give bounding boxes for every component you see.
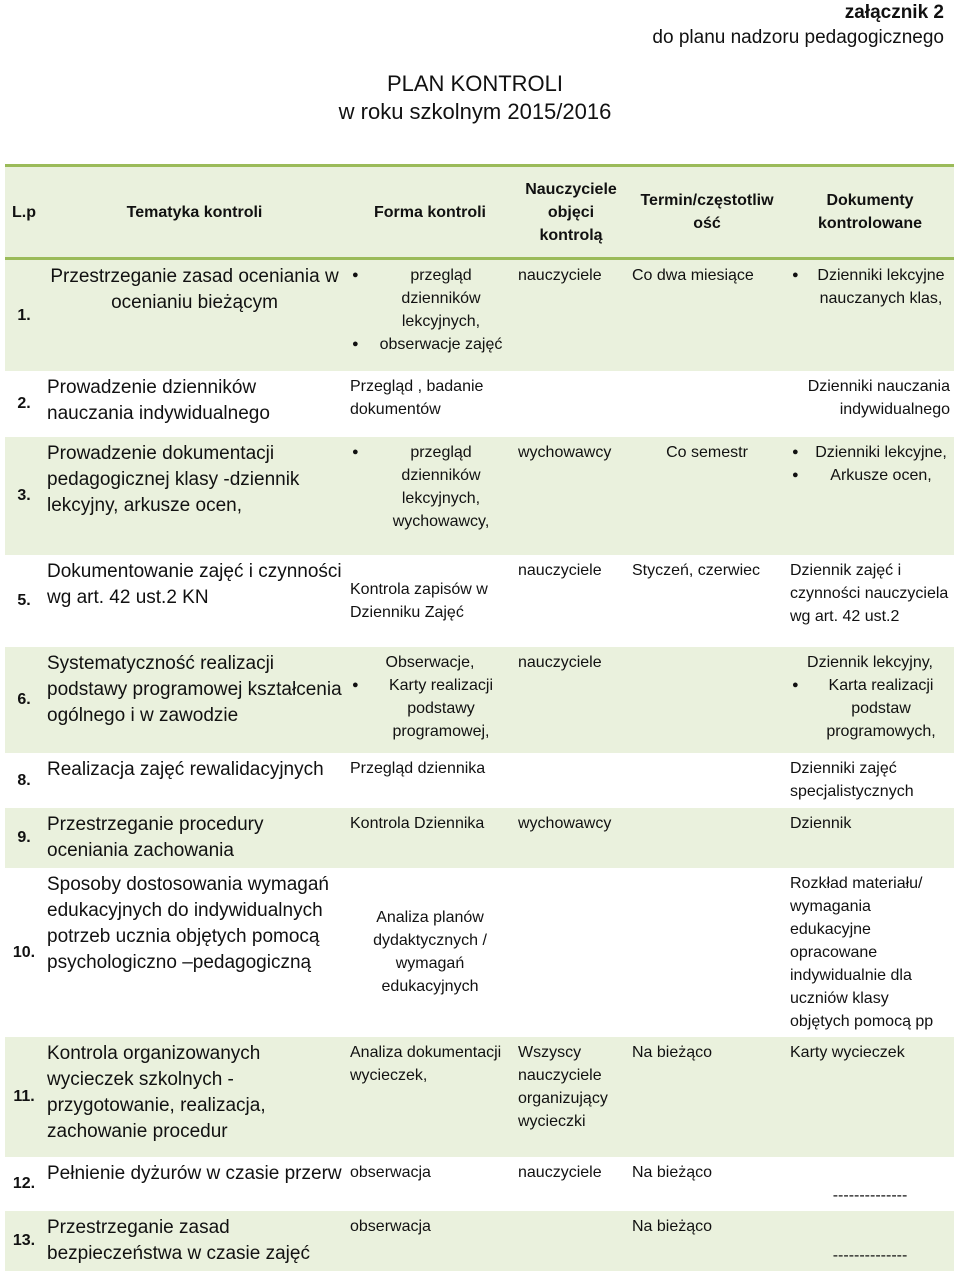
cell-docs (786, 437, 954, 555)
docs-item: ● Dzienniki lekcyjne, (790, 441, 950, 464)
cell-docs: Dzienniki zajęć specjalistycznych (790, 759, 914, 800)
cell-topic: Prowadzenie dzienników nauczania indywidualnego (47, 376, 270, 424)
docs-item: ● Arkusze ocen, (790, 464, 950, 487)
cell-lp: 11. (5, 1037, 43, 1157)
cell-teachers: Wszyscy nauczyciele organizujący wycieczki (514, 1037, 628, 1157)
table-row (5, 437, 954, 555)
cell-topic: Przestrzeganie zasad bezpieczeństwa w czasie zajęć (43, 1211, 346, 1271)
cell-topic: Przestrzeganie procedury oceniania zachowania (43, 808, 346, 868)
cell-docs (786, 647, 954, 753)
cell-term (628, 868, 786, 1037)
cell-form: Przegląd dziennika (350, 759, 486, 777)
cell-form: obserwacja (350, 1163, 431, 1181)
cell-teachers (514, 1211, 628, 1271)
form-item: ● przegląd dzienników lekcyjnych, wychowawcy, (350, 441, 510, 533)
table-row (5, 753, 954, 808)
cell-form: Kontrola Dziennika (346, 808, 514, 868)
cell-lp: 8. (17, 771, 31, 789)
header-term: Termin/częstotliw ość (628, 166, 786, 259)
cell-topic: Systematyczność realizacji podstawy programowej kształcenia ogólnego i w zawodzie (43, 647, 346, 753)
header-docs: Dokumenty kontrolowane (786, 166, 954, 259)
cell-teachers: nauczyciele (514, 647, 628, 753)
table-row (5, 1037, 954, 1157)
cell-lp: 2. (17, 395, 31, 412)
cell-term: Na bieżąco (628, 1037, 786, 1157)
cell-docs: Dziennik zajęć i czynności nauczyciela wg art. 42 ust.2 (790, 561, 949, 625)
table-row (5, 808, 954, 868)
form-item: ● Karty realizacji podstawy programowej, (350, 674, 510, 743)
header-teachers: Nauczyciele objęci kontrolą (514, 166, 628, 259)
docs-item: Dziennik lekcyjny, (807, 653, 933, 671)
cell-term (628, 808, 786, 868)
cell-lp: 9. (5, 808, 43, 868)
attachment-subtitle: do planu nadzoru pedagogicznego (652, 27, 944, 48)
cell-docs: Dziennik (786, 808, 954, 868)
header-form: Forma kontroli (346, 166, 514, 259)
cell-form: obserwacja (346, 1211, 514, 1271)
cell-teachers (514, 753, 628, 808)
cell-lp: 6. (5, 647, 43, 753)
cell-teachers: nauczyciele (514, 259, 628, 371)
cell-form (346, 647, 514, 753)
cell-term: Styczeń, czerwiec (632, 561, 761, 579)
table-row (5, 259, 954, 371)
title-line-1: PLAN KONTROLI (386, 71, 564, 96)
attachment-label: załącznik 2 (844, 2, 944, 23)
cell-teachers (514, 371, 628, 437)
table-row (5, 1211, 954, 1271)
cell-term: Co semestr (628, 437, 786, 555)
title-line-2: w roku szkolnym 2015/2016 (338, 99, 612, 124)
cell-teachers: wychowawcy (514, 808, 628, 868)
cell-topic: Sposoby dostosowania wymagań edukacyjnych do indywidualnych potrzeb ucznia objętych pomocą psychologiczno –pedagogiczną (47, 873, 330, 973)
cell-docs: -------------- (832, 1186, 908, 1204)
page-title (0, 70, 950, 126)
table-header-row (5, 166, 954, 259)
cell-teachers: wychowawcy (514, 437, 628, 555)
cell-term (628, 371, 786, 437)
cell-lp: 5. (17, 592, 31, 609)
table-row (5, 371, 954, 437)
cell-topic: Pełnienie dyżurów w czasie przerw (47, 1162, 342, 1184)
cell-lp: 1. (5, 259, 43, 371)
control-plan-table (5, 164, 954, 1271)
cell-topic: Dokumentowanie zajęć i czynności wg art. 42 ust.2 KN (47, 560, 342, 608)
cell-lp: 3. (5, 437, 43, 555)
cell-term (628, 647, 786, 753)
cell-term (628, 753, 786, 808)
cell-lp: 10. (12, 943, 36, 961)
cell-teachers (514, 868, 628, 1037)
cell-form: Przegląd , badanie dokumentów (350, 377, 484, 418)
cell-lp: 12. (12, 1175, 36, 1192)
table-row (5, 868, 954, 1037)
form-item: ● obserwacje zajęć (350, 333, 510, 356)
cell-topic: Realizacja zajęć rewalidacyjnych (47, 758, 324, 780)
cell-topic: Kontrola organizowanych wycieczek szkolnych - przygotowanie, realizacja, zachowanie procedur (43, 1037, 346, 1157)
cell-form: Kontrola zapisów w Dzienniku Zajęć (350, 580, 488, 621)
header-topic: Tematyka kontroli (43, 166, 346, 259)
cell-teachers: nauczyciele (518, 1163, 602, 1181)
form-item: ● przegląd dzienników lekcyjnych, (350, 264, 510, 333)
cell-term: Na bieżąco (632, 1163, 713, 1181)
table-row (5, 1157, 954, 1211)
cell-docs: Dzienniki nauczania indywidualnego (807, 377, 950, 418)
table-row (5, 555, 954, 647)
cell-form: Analiza planów dydaktycznych / wymagań edukacyjnych (373, 909, 487, 995)
docs-item: ● Karta realizacji podstaw programowych, (790, 674, 950, 743)
cell-docs: Karty wycieczek (786, 1037, 954, 1157)
cell-docs (786, 259, 954, 371)
cell-form (346, 259, 514, 371)
cell-topic: Przestrzeganie zasad oceniania w ocenianiu bieżącym (43, 259, 346, 371)
cell-term: Co dwa miesiące (628, 259, 786, 371)
table-row (5, 647, 954, 753)
cell-form: Analiza dokumentacji wycieczek, (346, 1037, 514, 1157)
cell-teachers: nauczyciele (518, 561, 602, 579)
cell-term: Na bieżąco (628, 1211, 786, 1271)
attachment-header (652, 0, 944, 50)
cell-docs: -------------- (786, 1211, 954, 1271)
cell-docs: Rozkład materiału/ wymagania edukacyjne opracowane indywidualnie dla uczniów klasy objętych pomocą pp (790, 874, 934, 1030)
cell-lp: 13. (5, 1211, 43, 1271)
cell-topic: Prowadzenie dokumentacji pedagogicznej klasy -dziennik lekcyjny, arkusze ocen, (43, 437, 346, 555)
docs-item: ● Dzienniki lekcyjne nauczanych klas, (790, 264, 950, 310)
cell-form (346, 437, 514, 555)
header-lp: L.p (5, 166, 43, 259)
form-item: Obserwacje, (385, 653, 475, 671)
